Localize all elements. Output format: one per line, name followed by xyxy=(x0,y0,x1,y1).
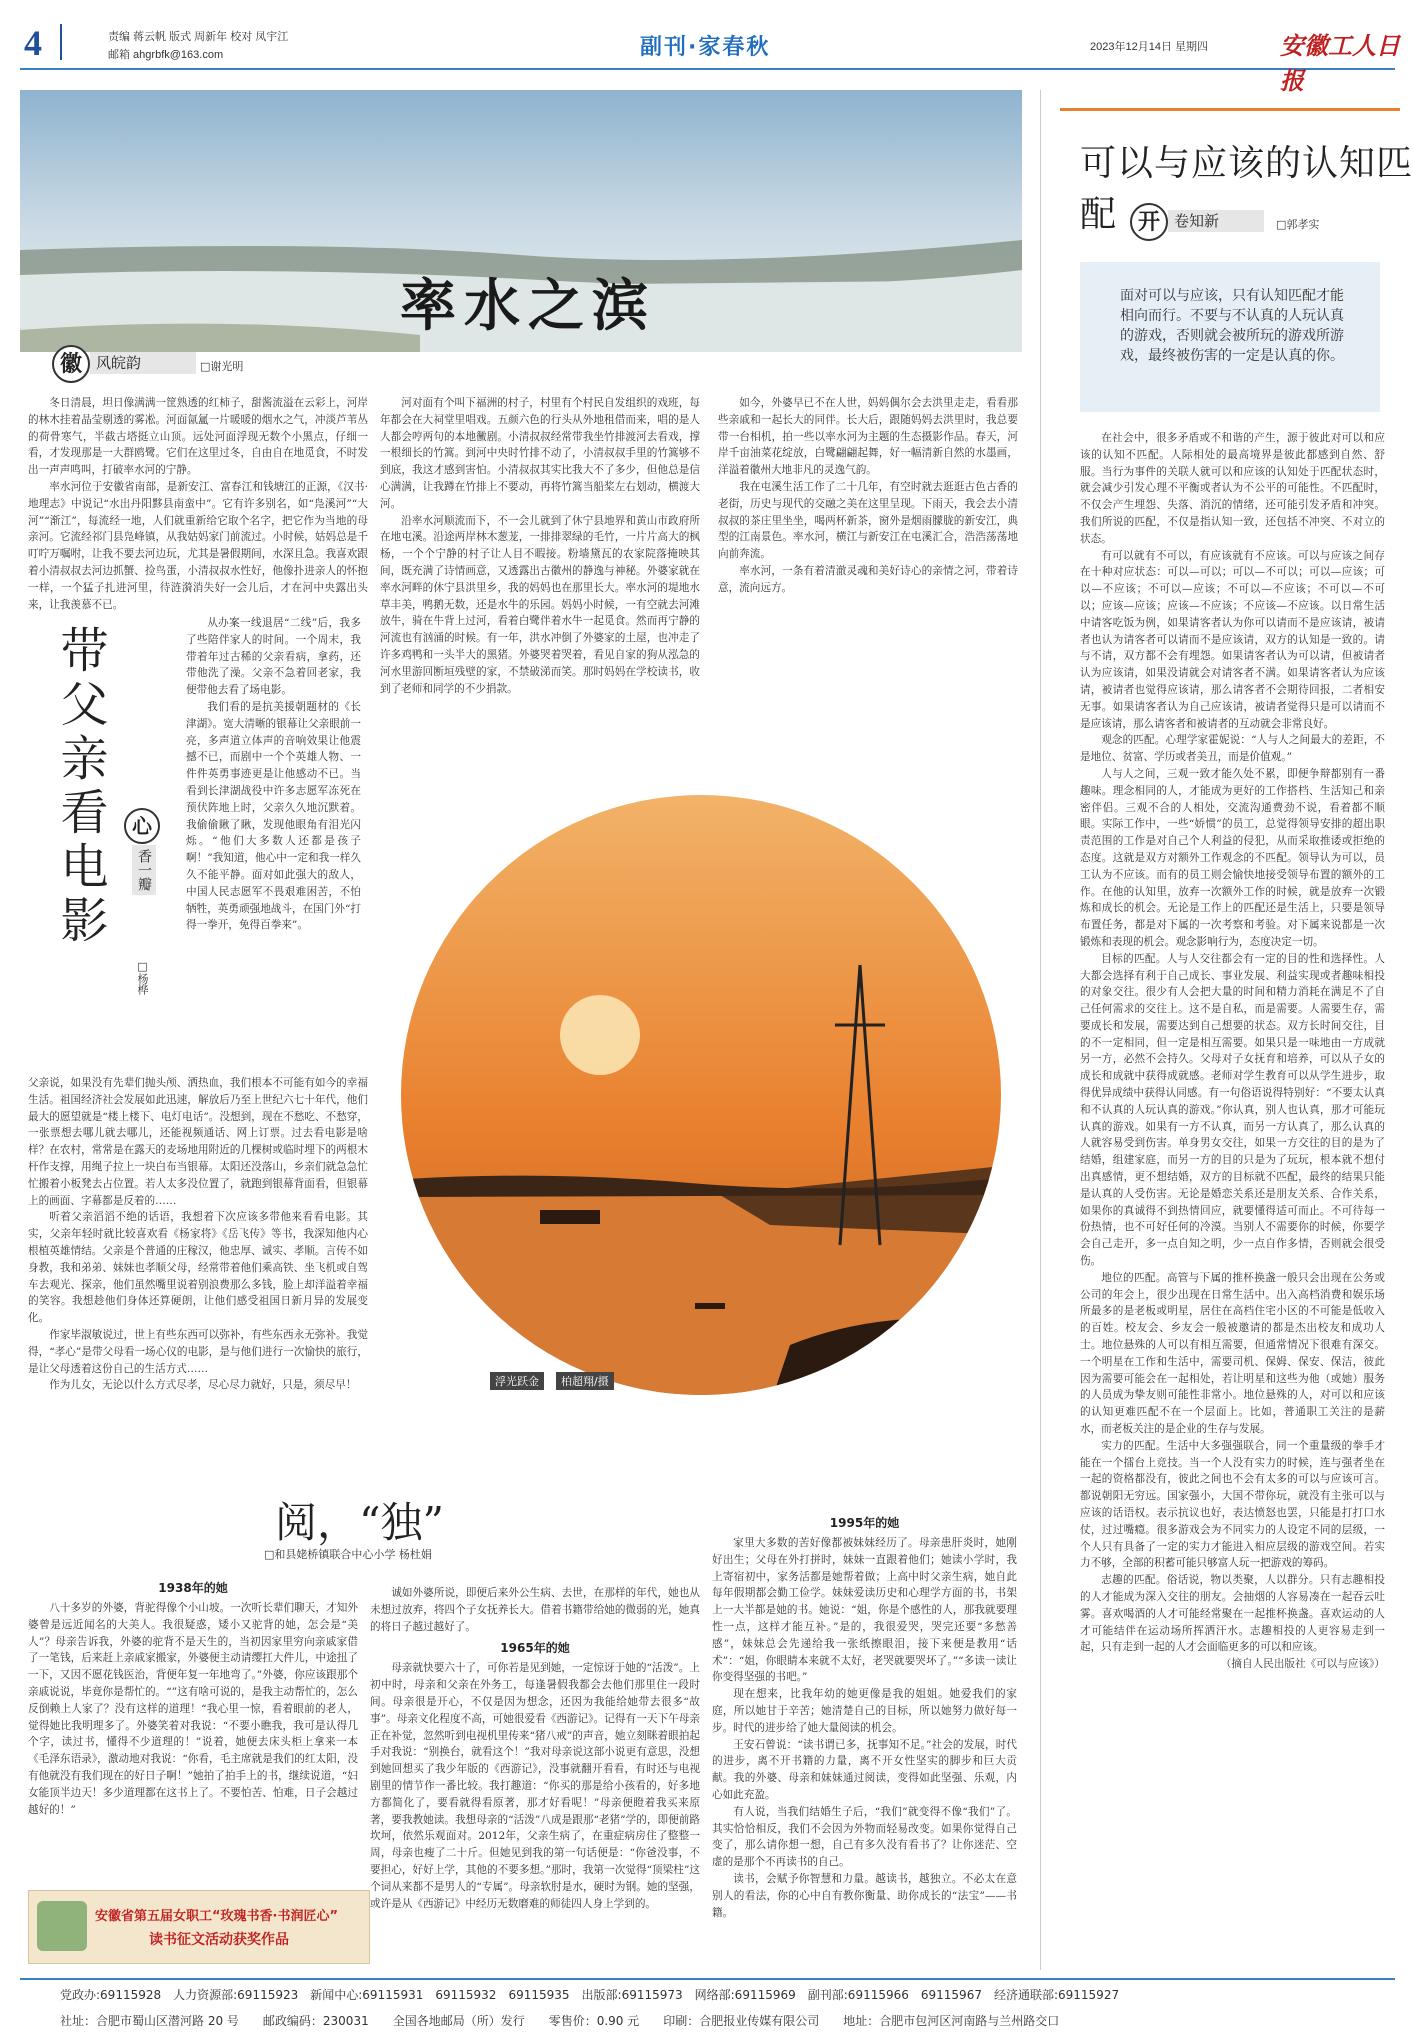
paragraph: 实力的匹配。生活中大多强强联合，同一个重量级的拳手才能在一个擂台上竞技。当一个人没有实力的时候，连与强者坐在一起的资格都没有，彼此之间也不会有太多的可以与应该可言。都说朝阳无穷远。国家强小，大国不带你玩，就没有主张可以与应该的话语权。表示抗议也好，表达愤怒也罢，只能是打打口水仗，过过嘴瘾。很多游戏会为不同实力的人设定不同的层级，一个人只有具备了一定的实力才能进入相应层级的游戏空间。若实力不够，全部的积蓄可能只够富人玩一把游戏的筹码。 xyxy=(1080,1439,1385,1570)
lead-text: 面对可以与应该，只有认知匹配才能相向而行。不要与不认真的人玩认真的游戏，否则就会被所玩的游戏所游戏，最终被伤害的一定是认真的你。 xyxy=(1120,288,1344,364)
right-author: □郭孝实 xyxy=(1276,218,1320,231)
paragraph: 我们看的是抗美援朝题材的《长津湖》。宽大清晰的银幕让父亲眼前一亮，多声道立体声的音响效果让他震撼不已，而剧中一个个英雄人物、一件件英勇事迹更是让他感动不已。当看到长津湖战役中许多志愿军冻死在预伏阵地上时，父亲久久地沉默着。我偷偷瞅了瞅，发现他眼角有泪光闪烁。“他们大多数人还都是孩子啊！”我知道，他心中一定和我一样久久不能平静。面对如此强大的敌人，中国人民志愿军不畏艰难困苦，不怕牺牲，英勇顽强地战斗，在国门外“打得一拳开，免得百拳来”。 xyxy=(186,700,361,932)
father-author: □杨桦 xyxy=(136,960,149,995)
main-article-col1 xyxy=(28,395,368,613)
paragraph: 我在屯溪生活工作了二十几年，有空时就去逛逛古色古香的老街，历史与现代的交融之美在这里呈现。下雨天，我会去小清叔叔的茶庄里坐坐，喝两杯新茶，窗外是烟雨朦胧的新安江，典型的江南景色。率水河，横江与新安江在屯溪汇合，浩浩荡荡地向前奔流。 xyxy=(718,480,1018,561)
editor-line: 责编 蒋云帆 版式 周新年 校对 凤宇江 xyxy=(108,31,289,43)
paragraph: 家里大多数的苦好像都被妹妹经历了。母亲患肝炎时，她刚好出生；父母在外打拼时，妹妹一直跟着他们；她读小学时，我上寄宿初中，家务活都是她帮着做；上高中时父亲生病，她自此每年假期都会勤工俭学。妹妹爱读历史和心理学方面的书，书架上一大半都是她的书。她说：“姐，你是个感性的人，那我就要理性一点，这样才能互补。”是的，我很爱哭，哭完还要“多愁善感”，妹妹总会先递给我一张纸擦眼泪，接下来便是教用“话术”：“姐，你眼睛本来就不太好，老哭就要哭坏了。”“多读一读让你变得坚强的书吧。” xyxy=(712,1537,1017,1684)
paragraph: 率水河位于安徽省南部，是新安江、富春江和钱塘江的正源，《汉书·地理志》中说记“水出丹阳黟县南蛮中”。它有许多别名，如“凫溪河”“大河”“渐江”，每流经一地，人们就重新给它取个名字，把它作为当地的母亲河。它流经祁门县凫峰镇，从我姑妈家门前流过。小时候，姑妈总是千叮咛万嘱咐，让我不要去河边玩，尤其是暑假期间，水深且急。我喜欢跟着小清叔叔去河边抓蟹、捡鸟蛋，小清叔叔水性好，他像扑进亲人的怀抱一样，一个猛子扎进河里，待涟漪消失好一会儿后，才在河中央露出头来，让我羡慕不已。 xyxy=(28,480,368,611)
paragraph: 人与人之间，三观一致才能久处不累，即便争辩都别有一番趣味。理念相同的人，才能成为更好的工作搭档、生活知己和亲密伴侣。三观不合的人相处，交流沟通费劲不说，看着都不顺眼。实际工作中，一些“娇惯”的员工，总觉得领导安排的超出职责范围的工作是对自己个人利益的侵犯，从而采取推诿或拒绝的态度。这就是双方对额外工作观念的不匹配。领导认为可以，员工认为不应该。而有的员工则会愉快地接受领导布置的额外的工作。在他的认知里，放弃一次额外工作的时候，就是放弃一次锻炼和成长的机会。无论是工作上的匹配还是生活上，只要是领导布置任务，都是对下属的一次考察和考验。对下属来说都是一次锻炼和表现的机会。观念影响行为，态度决定一切。 xyxy=(1080,767,1385,948)
page-footer xyxy=(20,1978,1395,1980)
section-heading: 1938年的她 xyxy=(158,1581,228,1595)
paragraph: 八十多岁的外婆，背驼得像个小山坡。一次听长辈们聊天，才知外婆曾是远近闻名的大美人。我很疑惑，矮小又驼背的她，怎会是“美人”？母亲告诉我，外婆的驼背不是天生的，当初因家里穷向亲戚家借了一笔钱，后来赶上亲戚家搬家，外婆便主动请缨扛大件儿，中途扭了一下，又因不愿花钱医治，背便年复一年地弯了。”外婆，你应该跟那个亲戚说说，毕竟你是帮忙的。“”这有啥可说的，是我主动帮忙的，怎么反倒赖上人家了？没有这样的道理！“我心里一惊，看着眼前的老人，觉得她比我明理多了。外婆笑着对我说：“不要小瞧我，我可是认得几个字，读过书，懂得不少道理的！”说着，她便去床头柜上拿来一本《毛泽东语录》，激动地对我说：“你看，毛主席就是我们的红太阳，没有他就没有我们现在的好日子啊！”她拍了拍手上的书，继续说道，“妇女能顶半边天！多少道理都在这书上了。不要怕苦、怕难，日子会越过越好的！” xyxy=(28,1602,358,1816)
main-article-title: 率水之滨 xyxy=(400,273,656,339)
paragraph: 王安石曾说：“读书谓已多，抚事知不足。”社会的发展，时代的进步，离不开书籍的力量，离不开女性坚实的脚步和巨大贡献。我的外婆、母亲和妹妹通过阅读，变得如此坚强、乐观，内心如此充盈。 xyxy=(712,1738,1017,1801)
sunset-photo xyxy=(390,785,1012,1405)
paragraph: 冬日清晨，坦日像满满一筐熟透的红柿子，甜酱流溢在云彩上，河岸的林木挂着晶莹剔透的雾凇。河面氤氲一片暖暖的烟水之气，冲淡芦苇丛的荷骨寒气，半截古塔挺立山顶。远处河面浮现无数个小黑点，仔细一看，才发现那是一大群鸥鹭。它们在这里过冬，自由自在地觅食，不时发出一声声鸣叫，打破率水河的宁静。 xyxy=(28,397,368,477)
column-badge: 心 xyxy=(124,808,160,844)
source-note: （摘自人民出版社《可以与应该》） xyxy=(1220,1658,1385,1671)
paragraph: 志趣的匹配。俗话说，物以类聚，人以群分。只有志趣相投的人才能成为深入交往的朋友。会抽烟的人容易凑在一起吞云吐雾。喜欢喝酒的人才可能经常聚在一起推杯换盏。喜欢运动的人才可能结伴在运动场所挥洒汗水。志趣相投的人更容易走到一起，只有走到一起的人才会面临更多的可以和应该。 xyxy=(1080,1574,1385,1654)
paragraph: 有人说，当我们结婚生子后，“我们”就变得不像“我们”了。其实恰恰相反，我们不会因为外物而轻易改变。如果你觉得自己变了，那么请你想一想，自己有多久没有看书了？让你迷茫、空虚的是那个不再读书的自己。 xyxy=(712,1805,1017,1869)
paragraph: 诚如外婆所说，即便后来外公生病、去世，在那样的年代，她也从未想过放弃，将四个子女抚养长大。借着书籍带给她的微弱的光，她真的将日子越过越好了。 xyxy=(370,1587,700,1633)
paragraph: 现在想来，比我年幼的她更像是我的姐姐。她爱我们的家庭，所以她甘于辛苦；她清楚自己的目标，所以她努力做好每一步。时代的进步给了她大量阅读的机会。 xyxy=(712,1688,1017,1734)
page-number: 4 xyxy=(24,23,42,63)
father-article-col2 xyxy=(28,1075,368,1394)
section-heading: 1965年的她 xyxy=(500,1641,570,1656)
column-name: 香一瓣 xyxy=(132,845,156,895)
flower-icon xyxy=(37,1901,87,1951)
section-title: 副刊·家春秋 xyxy=(640,35,771,60)
paragraph: 在社会中，很多矛盾或不和谐的产生，源于彼此对可以和应该的认知不匹配。人际相处的最高境界是彼此都感到自然、舒服。当行为事件的关联人就可以和应该的认知处于匹配状态时，就会减少引发心理不平衡或者认为不公平的可能性。不匹配时，不仅会产生埋怨、失落、消沉的情绪，还可能引发矛盾和冲突。我们所说的匹配，不仅是指认知一致，还包括不冲突、不对立的状态。 xyxy=(1080,432,1385,545)
paragraph: 沿率水河顺流而下，不一会儿就到了休宁县地界和黄山市政府所在地屯溪。沿途两岸林木葱茏，一排排翠绿的毛竹，一片片高大的枫杨，一个个宁静的村子让人目不暇接。粉墙黛瓦的农家院落掩映其间，既充满了诗情画意，又透露出古徽州的静逸与神秘。外婆家就在率水河畔的休宁县洪里乡，我的妈妈也在那里长大。率水河的堤地水草丰美，鸭鹅无数，还是水牛的乐园。妈妈小时候，一有空就去河滩放牛，骑在牛背上过河，看着白鹭伴着水牛一起觅食。然而再宁静的河流也有汹涌的时候。有一年，洪水冲倒了外婆家的土屋，也冲走了许多鸡鸭和一头半大的黑猪。外婆哭着哭着，看见自家的狗从泓急的河水里游回断垣残壁的家，不禁破涕而笑。那时妈妈在学校读书，收到了老师和同学的不少捐款。 xyxy=(380,514,700,695)
father-article-col1 xyxy=(186,615,361,934)
main-article-col3 xyxy=(718,395,1018,597)
paragraph: 读书，会赋予你智慧和力量。越读书，越独立。不必太在意别人的看法，你的心中自有教你衡量、助你成长的“法宝”——书籍。 xyxy=(712,1872,1017,1919)
footer-address: 社址：合肥市蜀山区潜河路 20 号 邮政编码：230031 全国各地邮局（所）发行 零售价：0.90 元 印刷：合肥报业传媒有限公司 地址：合肥市包河区河南路与兰州路交口 xyxy=(60,2014,1060,2028)
right-article-body xyxy=(1080,430,1385,1930)
column-rule xyxy=(1040,90,1041,1970)
read-article-col2 xyxy=(370,1585,700,1912)
paragraph: 率水河，一条有着清澈灵魂和美好诗心的亲情之河，带着诗意，流向远方。 xyxy=(718,564,1018,594)
read-article-col1 xyxy=(28,1575,358,1818)
paragraph: 目标的匹配。人与人交往都会有一定的目的性和选择性。人大都会选择有利于自己成长、事业发展、利益实现或者趣味相投的对象交往。很少有人会把大量的时间和精力消耗在满足不了自己任何需求的交往上。这不是自私，而是需要。人需要生存，需要成长和发展，需要达到自己想要的状态。双方长时间交往，目的不一定相同，但一定是相互需要。如果只是一味地由一方成就另一方，必然不会持久。父母对子女抚育和培养，可以从子女的成长和成就中获得成就感。老师对学生教育可以从学生进步，取得优异成绩中获得认同感。有一句俗语说得特别好：“不要太认真和不认真的人玩认真的游戏。”你认真，别人也认真，那才可能玩认真的游戏。如果有一方不认真，而另一方认真了，那么认真的人就容易受到伤害。单身男女交往，如果一方交往的目的是为了结婚，组建家庭，而另一方的目的只是为了玩玩，根本就不想付出真感情，更不想结婚，双方的目标就不匹配，最终的结果只能是认真的人受伤害。无论是婚恋关系还是朋友关系、合作关系，如果你的真诚得不到热情回应，就要懂得适可而止。不可待每一份热情，也不可好任何的冷漠。当别人不需要你的时候，你要学会自己走开，多一点自知之明，少一点自作多情，否则就会很受伤。 xyxy=(1080,952,1385,1268)
right-article-title: 可以与应该的认知匹配 xyxy=(1080,143,1413,235)
paragraph: 听着父亲滔滔不绝的话语，我想着下次应该多带他来看看电影。其实，父亲年轻时就比较喜欢看《杨家将》《岳飞传》等书，我深知他内心根植英雄情结。父亲是个普通的庄稼汉，他忠厚、诚实、孝顺。言传不如身教，我和弟弟、妹妹也孝顺父母，经常带着他们乘高铁、坐飞机或自驾车去观光、探亲，他们虽然嘴里说着别浪费那么多钱，脸上却洋溢着幸福的笑容。我想趁他们身体还算硬朗，让他们感受祖国日新月异的发展变化。 xyxy=(28,1211,368,1325)
main-author: □谢光明 xyxy=(200,360,244,373)
photo-caption: 浮光跃金 xyxy=(490,1372,544,1390)
read-article-col3 xyxy=(712,1510,1017,1921)
photo-credit: 柏超翔/摄 xyxy=(556,1372,614,1390)
banner-line2: 读书征文活动获奖作品 xyxy=(149,1932,289,1948)
paragraph: 作家毕淑敏说过，世上有些东西可以弥补，有些东西永无弥补。我觉得，“孝心”是带父母看一场心仪的电影，是与他们进行一次愉快的旅行，是让父母透着这份自己的生活方式…… xyxy=(28,1328,368,1375)
column-badge: 开 xyxy=(1130,203,1168,241)
paragraph: 观念的匹配。心理学家霍妮说：“人与人之间最大的差距，不是地位、贫富、学历或者美丑，而是价值观。” xyxy=(1080,734,1385,764)
paragraph: 从办案一线退居“二线”后，我多了些陪伴家人的时间。一个周末，我带着年过古稀的父亲看病，拿药，还带他洗了澡。父亲不急着回老家，我便带他去看了场电影。 xyxy=(186,617,361,697)
father-article-title: 带父亲看电影 xyxy=(52,625,108,949)
read-article-title: 阅，“独” xyxy=(275,1498,444,1547)
paragraph: 河对面有个叫下福洲的村子，村里有个村民自发组织的戏班，每年都会在大祠堂里唱戏。五颜六色的行头从外地租借而来，唱的是人人都会哼两句的本地黴剧。小清叔叔经常带我坐竹排渡河去看戏，撑一根细长的竹篙。到河中央时竹排不动了，小清叔叔手里的竹篙够不到底，我这才感到害怕。小清叔叔其实比我大不了多少，但他总是信心满满，让我蹲在竹排上不要动，再将竹篙当船桨左右划动，横渡大河。 xyxy=(380,397,700,510)
section-heading: 1995年的她 xyxy=(829,1516,900,1530)
paragraph: 地位的匹配。高管与下属的推杯换盏一般只会出现在公务或公司的年会上，很少出现在日常生活中。出入高档消费和娱乐场所最多的是老板或明星，居住在高档住宅小区的不可能是低收入的百姓。校友会、乡友会一般被邀请的都是杰出校友和成功人士。地位悬殊的人可以有相互需要，但通常情况下很难有深交。一个明星在工作和生活中，需要司机、保姆、保安、保洁，彼此因为需要可能会在一起相处，若让明星和这些为他（或她）服务的人员成为挚友则可能性非常小。地位悬殊的人，对可以和应该的认知更难匹配不在一个层面上。比如，普通职工关注的是薪水，而老板关注的是企业的生存与发展。 xyxy=(1080,1271,1385,1436)
paragraph: 有可以就有不可以，有应该就有不应该。可以与应该之间存在十种对应状态：可以—可以；可以—不可以；可以—应该；可以—不应该；不可以—应该；不可以—不应该；不可以—不可以；应该—应该；应该—不应该；不应该—不应该。以日常生活中请客吃饭为例，如果请客者认为你可以请而不是应该请，被请者也认为请客者可以请而不是应该请，双方的认知是一致的。请与不请，双方都不会有埋怨。如果请客者认为可以请，但被请者认为应该请，如果没请就会对请客者不满。如果请客者认为应该请，被请者也觉得应该请，那么请客者不会期待回报，二者相安无事。如果请客者认为自己应该请，被请者觉得只是可以请而不是应该请，那么请客者和被请者的互动就会非常良好。 xyxy=(1080,549,1385,730)
column-badge: 徽 xyxy=(52,345,90,383)
paragraph: 如今，外婆早已不在人世，妈妈偶尔会去洪里走走，看看那些亲戚和一起长大的同伴。长大后，跟随妈妈去洪里时，我总要带一台相机，拍一些以率水河为主题的生态摄影作品。春天，河岸千亩油菜花绽放，白鹭翩翩起舞，好一幅清新自然的水墨画，洋溢着徽州大地非凡的灵逸气韵。 xyxy=(718,397,1018,477)
paragraph: 母亲就快要六十了，可你若是见到她，一定惊讶于她的“活泼”。上初中时，母亲和父亲在外务工，每逢暑假我都会去他们那里住一段时间。母亲很是开心，不仅是因为想念，还因为我能给她带去很多“故事”。母亲文化程度不高，可她很爱看《西游记》。记得有一天下午母亲正在补觉，忽然听到电视机里传来“猪八戒”的声音，她立刻眯着眼拍起手对我说：“别换台，就看这个！”我对母亲说这部小说更有意思，没想到她回想买了我少年版的《西游记》，没事就翻开看看，有时还与电视剧里的情节作一番比较。我打趣道：“你买的那是给小孩看的，好多地方都简化了，要看就得看原著，那才好看呢！”母亲便瞪着我买来原著，要我教她读。我想母亲的“活泼”八成是跟那“老猪”学的，即便前路坎坷，依然乐观面对。2012年，父亲生病了，在重症病房住了整整一周，母亲也瘦了二十斤。但她见到我的第一句话便是：“你爸没事，不要担心，好好上学，其他的不要多想。”那时，我第一次觉得“顶梁柱”这个词从来都不是男人的“专属”。母亲软肘是水，硬时为钢。她的坚强，或许是从《西游记》中经历无数磨难的师徒四人身上学到的。 xyxy=(370,1662,700,1910)
paragraph: 作为儿女，无论以什么方式尽孝，尽心尽力就好，只是，须尽早！ xyxy=(49,1379,357,1392)
email-line: 邮箱 ahgrbfk@163.com xyxy=(108,49,224,61)
paragraph: 父亲说，如果没有先辈们抛头颅、洒热血，我们根本不可能有如今的幸福生活。祖国经济社会发展如此迅速，解放后乃至上世纪六七十年代，他们最大的愿望就是“楼上楼下、电灯电话”。没想到，现在不愁吃、不愁穿，一张票想去哪儿就去哪儿，还能视频通话、网上订票。过去看电影是啥样？在农村，常常是在露天的麦场地用附近的几棵树或临时埋下的两根木杆作支撑，用绳子拉上一块白布当银幕。太阳还没落山，乡亲们就急急忙忙搬着小板凳去占位置。若人太多没位置了，就跑到银幕背面看，但银幕上的画面、字幕都是反着的…… xyxy=(28,1077,368,1207)
issue-date: 2023年12月14日 星期四 xyxy=(1090,41,1208,53)
column-name: 卷知新 xyxy=(1168,210,1264,232)
newspaper-brand: 安徽工人日报 xyxy=(1280,31,1400,95)
banner-line1: 安徽省第五届女职工“玫瑰书香·书润匠心” xyxy=(95,1909,339,1924)
read-article-author: □和县姥桥镇联合中心小学 杨杜娟 xyxy=(264,1548,432,1561)
footer-phones: 党政办:69115928 人力资源部:69115923 新闻中心:69115931 69115932 69115935 出版部:69115973 网络部:69115969 副刊部:69115966 69115967 经济通联部:69115927 xyxy=(60,1988,1120,2002)
header-divider xyxy=(60,24,62,60)
award-banner xyxy=(28,1890,370,1964)
lead-box xyxy=(1080,262,1380,412)
main-article-col2 xyxy=(380,395,700,697)
column-name: 风皖韵 xyxy=(90,352,196,374)
